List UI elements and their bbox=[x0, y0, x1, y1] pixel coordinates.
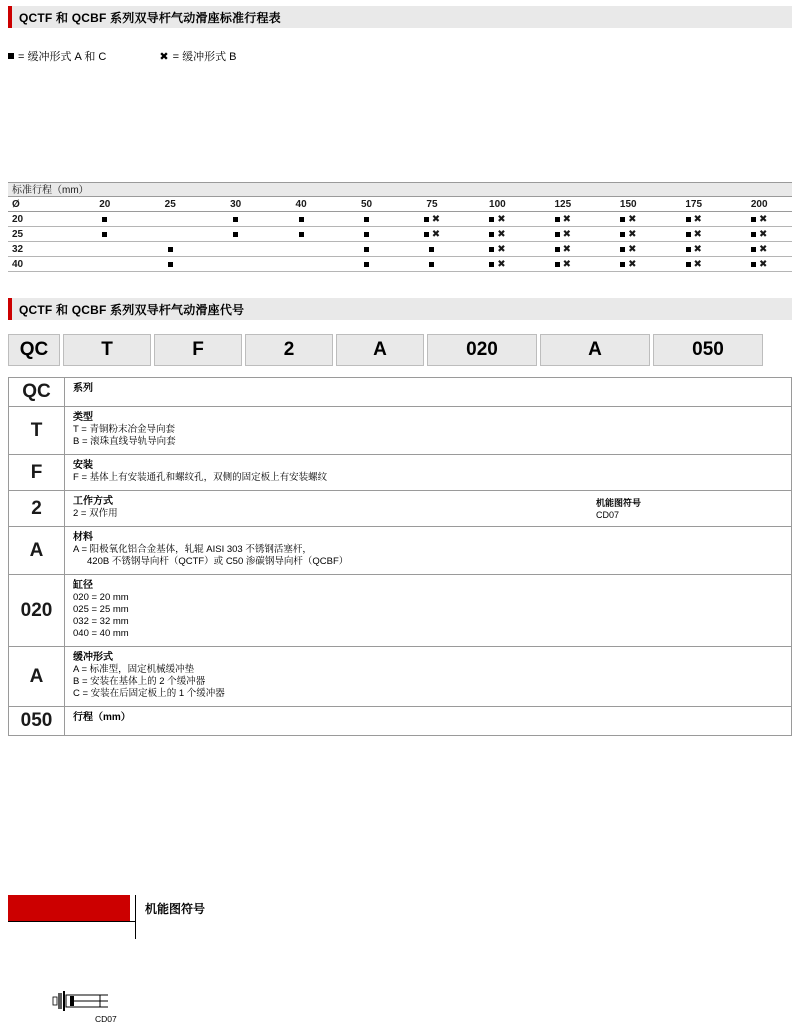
stroke-cell bbox=[465, 227, 530, 242]
table-row bbox=[8, 257, 792, 272]
col-header: 20 bbox=[72, 197, 137, 212]
stroke-cell bbox=[726, 212, 792, 227]
col-header: 175 bbox=[661, 197, 726, 212]
code-description-body bbox=[65, 707, 791, 735]
col-header: 30 bbox=[203, 197, 268, 212]
table-row bbox=[8, 212, 792, 227]
red-vertical-rule bbox=[135, 895, 136, 939]
function-symbol-note bbox=[596, 497, 641, 521]
code-description-title: 系列 bbox=[73, 383, 93, 394]
col-header: 200 bbox=[726, 197, 792, 212]
stroke-cell bbox=[661, 257, 726, 272]
code-description-body bbox=[65, 575, 791, 646]
code-key: A bbox=[9, 647, 65, 706]
symbol-section-heading: 机能图符号 bbox=[145, 902, 206, 916]
square-marker-icon bbox=[489, 262, 494, 267]
stroke-cell bbox=[661, 212, 726, 227]
code-description-row bbox=[9, 527, 791, 575]
x-marker-icon: ✖ bbox=[562, 258, 572, 270]
col-header: 100 bbox=[465, 197, 530, 212]
bore-size-cell: 40 bbox=[8, 257, 72, 272]
stroke-cell bbox=[72, 242, 137, 257]
square-marker-icon bbox=[429, 262, 434, 267]
square-marker-icon bbox=[686, 247, 691, 252]
square-marker-icon bbox=[168, 247, 173, 252]
code-key: QC bbox=[9, 378, 65, 406]
stroke-cell bbox=[596, 227, 661, 242]
bore-size-cell: 25 bbox=[8, 227, 72, 242]
code-description-line: 420B 不锈钢导向杆（QCTF）或 C50 渗碳钢导向杆（QCBF） bbox=[87, 556, 349, 567]
legend-item-x bbox=[159, 48, 236, 64]
legend-item-square bbox=[8, 48, 106, 64]
x-marker-icon: ✖ bbox=[628, 228, 637, 240]
code-description-table bbox=[8, 377, 792, 736]
code-segment-3[interactable]: F bbox=[154, 334, 242, 366]
bore-size-cell: 32 bbox=[8, 242, 72, 257]
x-marker-icon: ✖ bbox=[693, 258, 702, 270]
square-marker-icon bbox=[424, 232, 429, 237]
code-description-title: 材料 bbox=[73, 532, 93, 543]
stroke-cell bbox=[137, 242, 202, 257]
stroke-cell bbox=[72, 257, 137, 272]
square-marker-icon bbox=[686, 262, 691, 267]
stroke-cell bbox=[530, 227, 595, 242]
stroke-cell bbox=[72, 212, 137, 227]
stroke-cell bbox=[268, 242, 333, 257]
square-marker-icon bbox=[555, 217, 560, 222]
square-marker-icon bbox=[364, 262, 369, 267]
code-description-title: 行程（mm） bbox=[73, 712, 131, 723]
code-description-row bbox=[9, 378, 791, 407]
square-marker-icon bbox=[299, 232, 304, 237]
stroke-cell bbox=[334, 242, 399, 257]
stroke-cell bbox=[268, 227, 333, 242]
square-marker-icon bbox=[233, 232, 238, 237]
code-description-line: C = 安装在后固定板上的 1 个缓冲器 bbox=[73, 688, 225, 699]
x-marker-icon: ✖ bbox=[159, 50, 169, 63]
x-marker-icon: ✖ bbox=[759, 228, 768, 240]
code-description-title: 工作方式 bbox=[73, 496, 113, 507]
stroke-cell bbox=[137, 257, 202, 272]
code-description-body bbox=[65, 647, 791, 706]
x-marker-icon: ✖ bbox=[693, 243, 702, 255]
stroke-table bbox=[8, 197, 792, 272]
code-description-row bbox=[9, 455, 791, 491]
stroke-cell bbox=[530, 257, 595, 272]
code-description-body bbox=[65, 455, 791, 490]
code-row bbox=[8, 334, 792, 366]
code-description-body bbox=[65, 378, 791, 406]
stroke-cell bbox=[399, 227, 464, 242]
code-description-body bbox=[65, 407, 791, 454]
stroke-cell bbox=[334, 212, 399, 227]
code-description-line: 025 = 25 mm bbox=[73, 604, 129, 615]
code-section-header bbox=[8, 298, 792, 320]
stroke-cell bbox=[399, 212, 464, 227]
x-marker-icon: ✖ bbox=[497, 228, 506, 240]
x-marker-icon: ✖ bbox=[497, 258, 506, 270]
col-header: 75 bbox=[399, 197, 464, 212]
x-marker-icon: ✖ bbox=[628, 243, 637, 255]
code-segment-6[interactable]: 020 bbox=[427, 334, 537, 366]
code-description-line: 020 = 20 mm bbox=[73, 592, 129, 603]
square-marker-icon bbox=[555, 262, 560, 267]
x-marker-icon: ✖ bbox=[497, 213, 506, 225]
code-key: 020 bbox=[9, 575, 65, 646]
code-description-body bbox=[65, 491, 791, 526]
x-marker-icon: ✖ bbox=[693, 213, 702, 225]
stroke-section-header bbox=[8, 6, 792, 28]
stroke-cell bbox=[137, 227, 202, 242]
bore-size-cell: 20 bbox=[8, 212, 72, 227]
square-marker-icon bbox=[489, 217, 494, 222]
stroke-cell bbox=[726, 257, 792, 272]
legend bbox=[8, 48, 508, 68]
code-segment-1[interactable]: QC bbox=[8, 334, 60, 366]
col-header: 50 bbox=[334, 197, 399, 212]
x-marker-icon: ✖ bbox=[431, 228, 441, 240]
function-symbol-note-title: 机能图符号 bbox=[595, 498, 641, 508]
stroke-table-caption: 标准行程（mm） bbox=[8, 182, 792, 197]
stroke-cell bbox=[334, 227, 399, 242]
square-marker-icon bbox=[686, 232, 691, 237]
code-description-title: 缓冲形式 bbox=[73, 652, 113, 663]
code-description-title: 安装 bbox=[73, 460, 93, 471]
square-marker-icon bbox=[620, 232, 625, 237]
code-description-title: 缸径 bbox=[73, 580, 93, 591]
col-header: 150 bbox=[596, 197, 661, 212]
square-marker-icon bbox=[364, 232, 369, 237]
stroke-cell bbox=[268, 212, 333, 227]
square-marker-icon bbox=[364, 217, 369, 222]
code-description-line: 2 = 双作用 bbox=[73, 508, 118, 519]
square-marker-icon bbox=[686, 217, 691, 222]
square-marker-icon bbox=[751, 247, 756, 252]
stroke-cell bbox=[72, 227, 137, 242]
stroke-cell bbox=[399, 242, 464, 257]
square-marker-icon bbox=[620, 217, 625, 222]
stroke-cell bbox=[203, 242, 268, 257]
code-description-row bbox=[9, 575, 791, 647]
stroke-cell bbox=[137, 212, 202, 227]
code-description-line: B = 安装在基体上的 2 个缓冲器 bbox=[73, 676, 206, 687]
code-description-line: 040 = 40 mm bbox=[73, 628, 129, 639]
code-description-line: A = 阳极氧化铝合金基体，轧辊 AISI 303 不锈钢活塞杆， bbox=[73, 544, 312, 555]
stroke-cell bbox=[726, 242, 792, 257]
code-key: 050 bbox=[9, 707, 65, 735]
stroke-corner-header: Ø bbox=[8, 197, 72, 212]
x-marker-icon: ✖ bbox=[562, 243, 572, 255]
x-marker-icon: ✖ bbox=[693, 228, 702, 240]
x-marker-icon: ✖ bbox=[628, 258, 637, 270]
code-description-row bbox=[9, 491, 791, 527]
stroke-cell bbox=[203, 227, 268, 242]
square-marker-icon bbox=[429, 247, 434, 252]
col-header: 125 bbox=[530, 197, 595, 212]
stroke-cell bbox=[530, 242, 595, 257]
stroke-cell bbox=[465, 257, 530, 272]
square-marker-icon bbox=[620, 262, 625, 267]
function-symbol-note-value: CD07 bbox=[595, 510, 619, 520]
square-marker-icon bbox=[555, 232, 560, 237]
code-description-line: F = 基体上有安装通孔和螺纹孔，双侧的固定板上有安装螺纹 bbox=[73, 472, 328, 483]
code-key: T bbox=[9, 407, 65, 454]
stroke-cell bbox=[530, 212, 595, 227]
square-marker-icon bbox=[168, 262, 173, 267]
stroke-cell bbox=[661, 242, 726, 257]
table-row bbox=[8, 227, 792, 242]
square-marker-icon bbox=[364, 247, 369, 252]
square-marker-icon bbox=[751, 262, 756, 267]
stroke-section-title: QCTF 和 QCBF 系列双导杆气动滑座标准行程表 bbox=[19, 10, 281, 25]
code-key: A bbox=[9, 527, 65, 574]
table-row bbox=[8, 242, 792, 257]
square-marker-icon bbox=[233, 217, 238, 222]
square-marker-icon bbox=[489, 247, 494, 252]
stroke-cell bbox=[465, 212, 530, 227]
code-segment-2[interactable]: T bbox=[63, 334, 151, 366]
code-description-line: 032 = 32 mm bbox=[73, 616, 129, 627]
square-marker-icon bbox=[751, 217, 756, 222]
legend-square-label: = 缓冲形式 A 和 C bbox=[18, 51, 107, 63]
code-description-row bbox=[9, 407, 791, 455]
red-accent-block bbox=[8, 895, 130, 921]
stroke-table-body bbox=[8, 212, 792, 272]
code-description-body bbox=[65, 527, 791, 574]
code-segment-4[interactable]: 2 bbox=[245, 334, 333, 366]
stroke-cell bbox=[661, 227, 726, 242]
code-description-line: A = 标准型，固定机械缓冲垫 bbox=[73, 664, 195, 675]
code-description-line: T = 青铜粉末冶金导向套 bbox=[73, 424, 175, 435]
stroke-cell bbox=[268, 257, 333, 272]
x-marker-icon: ✖ bbox=[759, 243, 768, 255]
stroke-cell bbox=[203, 212, 268, 227]
square-marker-icon bbox=[102, 217, 107, 222]
col-header: 25 bbox=[137, 197, 202, 212]
square-marker-icon bbox=[620, 247, 625, 252]
code-segment-7[interactable]: A bbox=[540, 334, 650, 366]
code-description-line: B = 滚珠直线导轨导向套 bbox=[73, 436, 176, 447]
red-underline-rule bbox=[8, 921, 136, 922]
x-marker-icon: ✖ bbox=[759, 258, 768, 270]
stroke-cell bbox=[465, 242, 530, 257]
col-header: 40 bbox=[268, 197, 333, 212]
stroke-cell bbox=[596, 257, 661, 272]
stroke-cell bbox=[203, 257, 268, 272]
stroke-cell bbox=[596, 242, 661, 257]
square-marker-icon bbox=[424, 217, 429, 222]
cylinder-symbol-label: CD07 bbox=[95, 1014, 117, 1024]
code-description-title: 类型 bbox=[73, 412, 93, 423]
code-section-title: QCTF 和 QCBF 系列双导杆气动滑座代号 bbox=[19, 302, 245, 317]
square-marker-icon bbox=[751, 232, 756, 237]
stroke-cell bbox=[726, 227, 792, 242]
stroke-cell bbox=[399, 257, 464, 272]
x-marker-icon: ✖ bbox=[431, 213, 441, 225]
x-marker-icon: ✖ bbox=[628, 213, 637, 225]
x-marker-icon: ✖ bbox=[759, 213, 768, 225]
square-marker-icon bbox=[489, 232, 494, 237]
code-segment-5[interactable]: A bbox=[336, 334, 424, 366]
code-description-row bbox=[9, 707, 791, 735]
stroke-table-wrapper bbox=[8, 182, 792, 272]
stroke-cell bbox=[596, 212, 661, 227]
code-key: F bbox=[9, 455, 65, 490]
code-segment-8[interactable]: 050 bbox=[653, 334, 763, 366]
stroke-cell bbox=[334, 257, 399, 272]
square-marker-icon bbox=[555, 247, 560, 252]
x-marker-icon: ✖ bbox=[562, 228, 572, 240]
code-key: 2 bbox=[9, 491, 65, 526]
square-marker-icon bbox=[102, 232, 107, 237]
table-header-row bbox=[8, 197, 792, 212]
x-marker-icon: ✖ bbox=[562, 213, 572, 225]
square-marker-icon bbox=[8, 53, 14, 59]
code-description-row bbox=[9, 647, 791, 707]
square-marker-icon bbox=[299, 217, 304, 222]
x-marker-icon: ✖ bbox=[497, 243, 506, 255]
legend-x-label: = 缓冲形式 B bbox=[172, 51, 237, 63]
